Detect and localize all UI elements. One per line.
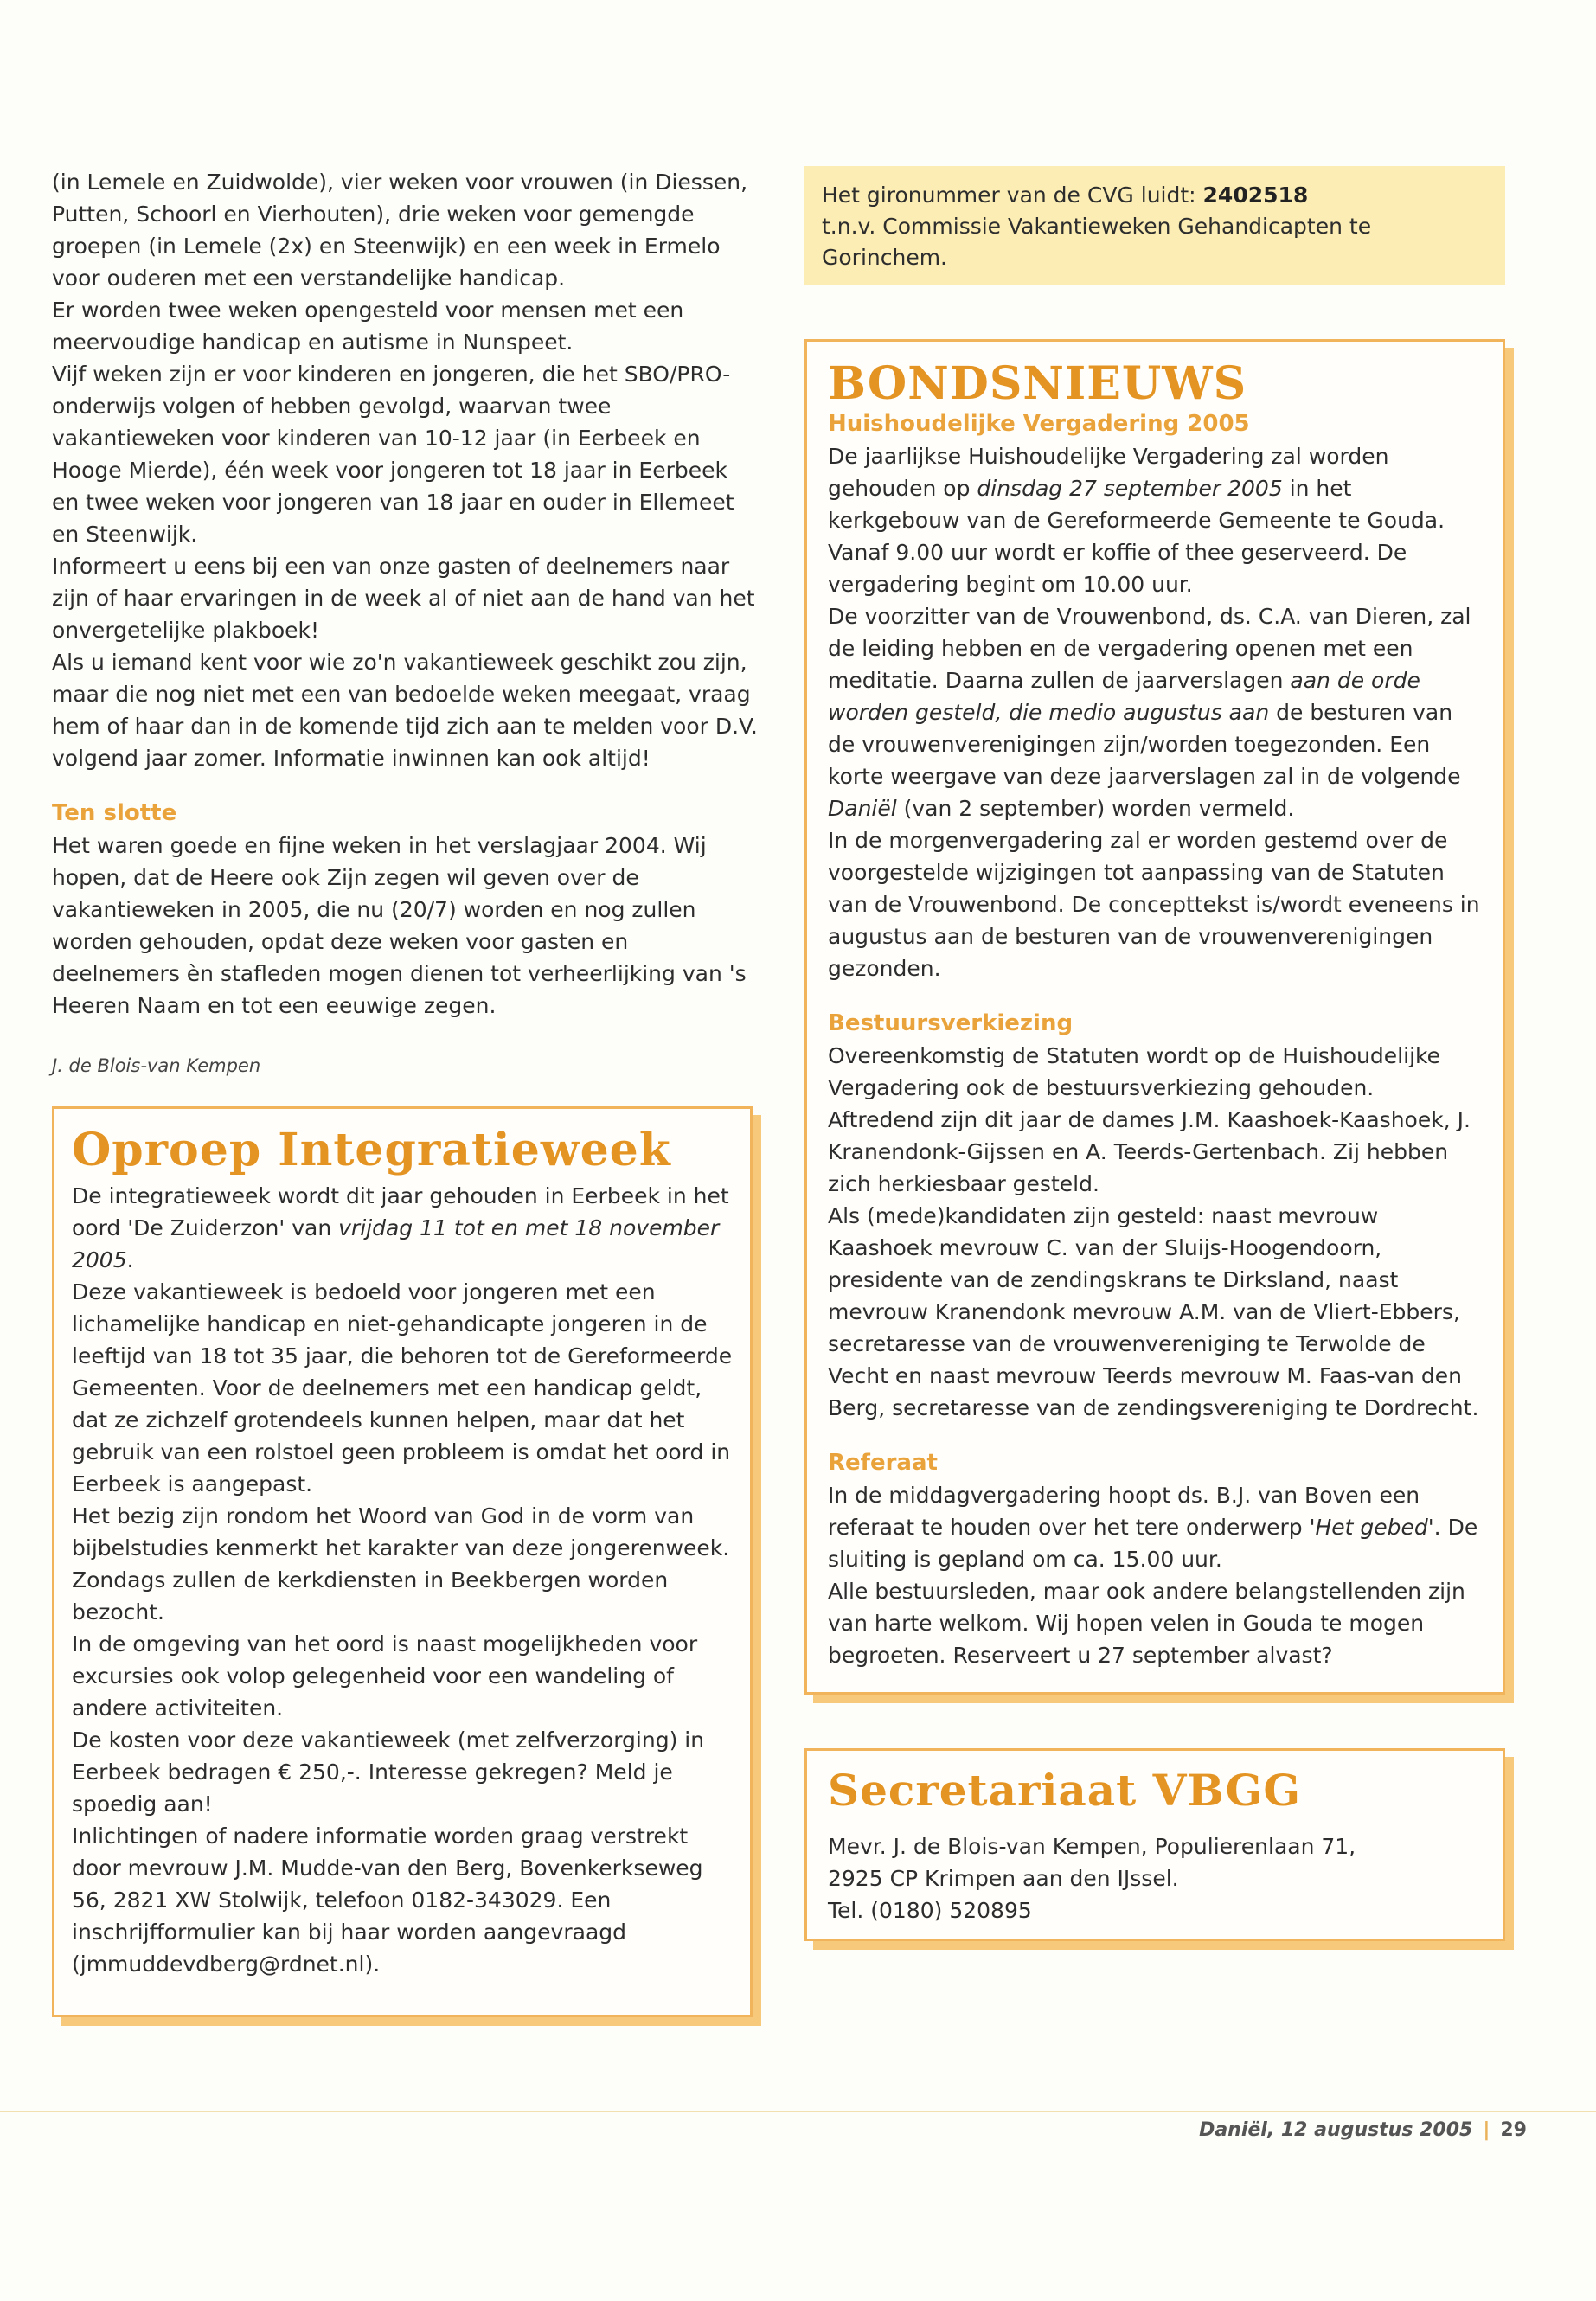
section-heading: Bestuursverkiezing	[828, 1010, 1074, 1036]
ten-slotte-text: Het waren goede en fijne weken in het verslagjaar 2004. Wij hopen, dat de Heere ook Zijn zegen wil geven over de vakantieweken in 2005, die nu (20/7) worden en nog zullen worden gehouden, opdat deze weken voor gasten en deelnemers èn stafleden mogen dienen tot verheerlijking van 's Heeren Naam en tot een eeuwige zegen.	[52, 833, 747, 1018]
author-signature: J. de Blois-van Kempen	[52, 1055, 261, 1076]
page-footer	[1199, 2119, 1527, 2141]
paragraph: In de morgenvergadering zal er worden gestemd over de voorgestelde wijzigingen tot aanpassing van de Statuten van de Vrouwenbond. De concepttekst is/wordt eveneens in augustus aan de besturen van de vrouwenverenigingen gezonden.	[828, 828, 1480, 981]
address-line: 2925 CP Krimpen aan den IJssel.	[828, 1866, 1179, 1891]
paragraph: Er worden twee weken opengesteld voor mensen met een meervoudige handicap en autisme in Nunspeet.	[52, 298, 684, 355]
paragraph: Inlichtingen of nadere informatie worden graag verstrekt door mevrouw J.M. Mudde-van den Berg, Bovenkerkseweg 56, 2821 XW Stolwijk, telefoon 0182-343029. Een inschrijfformulier kan bij haar worden aangevraagd (jmmuddevdberg@rdnet.nl).	[72, 1823, 703, 1977]
giro-line: t.n.v. Commissie Vakantieweken Gehandicapten te Gorinchem.	[822, 214, 1372, 270]
left-column	[52, 166, 761, 2017]
page-number: 29	[1500, 2119, 1527, 2141]
paragraph: In de omgeving van het oord is naast mogelijkheden voor excursies ook volop gelegenheid voor een wandeling of andere activiteiten.	[72, 1631, 698, 1721]
integratieweek-box	[52, 1106, 753, 2017]
giro-number: 2402518	[1202, 183, 1309, 208]
paragraph: De jaarlijkse Huishoudelijke Vergadering zal worden gehouden op dinsdag 27 september 2005 in het kerkgebouw van de Gereformeerde Gemeente te Gouda.	[828, 444, 1445, 533]
giro-line: Het gironummer van de CVG luidt: 2402518	[822, 183, 1309, 208]
paragraph: Informeert u eens bij een van onze gasten of deelnemers naar zijn of haar ervaringen in de week al of niet aan de hand van het onvergetelijke plakboek!	[52, 554, 755, 643]
integratieweek-title: Oproep Integratieweek	[72, 1124, 671, 1176]
paragraph: Vanaf 9.00 uur wordt er koffie of thee geserveerd. De vergadering begint om 10.00 uur.	[828, 540, 1407, 597]
footer-separator: |	[1483, 2119, 1490, 2141]
footer-divider	[0, 2111, 1596, 2112]
paragraph: Als (mede)kandidaten zijn gesteld: naast mevrouw Kaashoek mevrouw C. van der Sluijs-Hoogendoorn, presidente van de zendingskrans te Dirksland, naast mevrouw Kranendonk mevrouw A.M. van de Vliert-Ebbers, secretaresse van de vrouwenvereniging te Terwolde de Vecht en naast mevrouw Teerds mevrouw M. Faas-van den Berg, secretaresse van de zendingsvereniging te Dordrecht.	[828, 1203, 1479, 1420]
paragraph: Overeenkomstig de Statuten wordt op de Huishoudelijke Vergadering ook de bestuursverkiezing gehouden. Aftredend zijn dit jaar de dames J.M. Kaashoek-Kaashoek, J. Kranendonk-Gijssen en A. Teerds-Gertenbach. Zij hebben zich herkiesbaar gesteld.	[828, 1043, 1471, 1196]
paragraph: Deze vakantieweek is bedoeld voor jongeren met een lichamelijke handicap en niet-gehandicapte jongeren in de leeftijd van 18 tot 35 jaar, die behoren tot de Gereformeerde Gemeenten. Voor de deelnemers met een handicap geldt, dat ze zichzelf grotendeels kunnen helpen, maar dat het gebruik van een rolstoel geen probleem is omdat het oord in Eerbeek is aangepast.	[72, 1279, 733, 1497]
issue-label: Daniël, 12 augustus 2005	[1199, 2119, 1473, 2141]
bondsnieuws-title: BONDSNIEUWS	[828, 357, 1247, 410]
paragraph: De kosten voor deze vakantieweek (met zelfverzorging) in Eerbeek bedragen € 250,-. Interesse gekregen? Meld je spoedig aan!	[72, 1727, 705, 1817]
address-line: Mevr. J. de Blois-van Kempen, Populierenlaan 71,	[828, 1834, 1356, 1859]
secretariaat-title: Secretariaat VBGG	[828, 1765, 1302, 1816]
section-heading: Huishoudelijke Vergadering 2005	[828, 411, 1250, 437]
paragraph: De integratieweek wordt dit jaar gehouden in Eerbeek in het oord 'De Zuiderzon' van vrijdag 11 tot en met 18 november 2005.	[72, 1183, 729, 1272]
intro-text	[52, 166, 761, 774]
paragraph: Het bezig zijn rondom het Woord van God in de vorm van bijbelstudies kenmerkt het karakter van deze jongerenweek. Zondags zullen de kerkdiensten in Beekbergen worden bezocht.	[72, 1503, 730, 1625]
paragraph: De voorzitter van de Vrouwenbond, ds. C.A. van Dieren, zal de leiding hebben en de vergadering openen met een meditatie. Daarna zullen de jaarverslagen aan de orde worden gesteld, die medio augustus aan de besturen van de vrouwenverenigingen zijn/worden toegezonden. Een korte weergave van deze jaarverslagen zal in de volgende Daniël (van 2 september) worden vermeld.	[828, 604, 1471, 821]
paragraph: Alle bestuursleden, maar ook andere belangstellenden zijn van harte welkom. Wij hopen velen in Gouda te mogen begroeten. Reserveert u 27 september alvast?	[828, 1579, 1465, 1668]
paragraph: (in Lemele en Zuidwolde), vier weken voor vrouwen (in Diessen, Putten, Schoorl en Vierhouten), drie weken voor gemengde groepen (in Lemele (2x) en Steenwijk) en een week in Ermelo voor ouderen met een verstandelijke handicap.	[52, 170, 748, 291]
giro-notice	[804, 166, 1505, 285]
phone-line: Tel. (0180) 520895	[828, 1898, 1032, 1923]
section-heading: Referaat	[828, 1450, 938, 1476]
ten-slotte-heading: Ten slotte	[52, 800, 177, 826]
secretariaat-box	[804, 1748, 1505, 1941]
bondsnieuws-box	[804, 339, 1505, 1695]
paragraph: In de middagvergadering hoopt ds. B.J. van Boven een referaat te houden over het tere onderwerp 'Het gebed'. De sluiting is gepland om ca. 15.00 uur.	[828, 1483, 1478, 1572]
paragraph: Vijf weken zijn er voor kinderen en jongeren, die het SBO/PRO-onderwijs volgen of hebben gevolgd, waarvan twee vakantieweken voor kinderen van 10-12 jaar (in Eerbeek en Hooge Mierde), één week voor jongeren tot 18 jaar in Eerbeek en twee weken voor jongeren van 18 jaar en ouder in Ellemeet en Steenwijk.	[52, 362, 734, 547]
paragraph: Als u iemand kent voor wie zo'n vakantieweek geschikt zou zijn, maar die nog niet met een van bedoelde weken meegaat, vraag hem of haar dan in de komende tijd zich aan te melden voor D.V. volgend jaar zomer. Informatie inwinnen kan ook altijd!	[52, 650, 758, 771]
right-column	[804, 166, 1514, 1941]
